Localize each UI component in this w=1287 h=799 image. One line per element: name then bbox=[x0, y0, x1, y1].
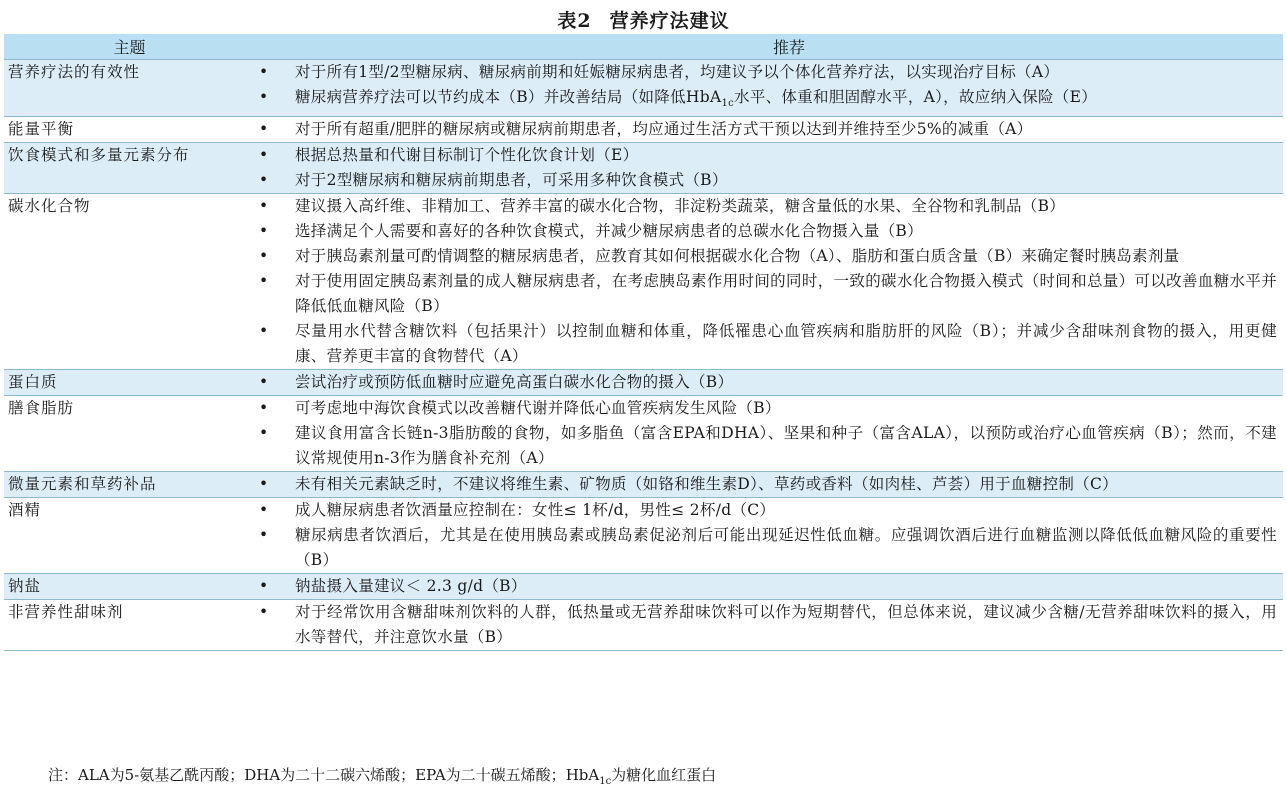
bullet-marker: • bbox=[255, 244, 295, 269]
table-row bbox=[4, 498, 1283, 524]
bullet-marker: • bbox=[255, 319, 295, 370]
header-spacer bbox=[255, 34, 295, 60]
recommendation-text: 钠盐摄入量建议＜ 2.3 g/d（B） bbox=[295, 574, 1283, 600]
table-row bbox=[4, 472, 1283, 498]
table-row bbox=[4, 60, 1283, 86]
bullet-marker: • bbox=[255, 143, 295, 169]
bullet-marker: • bbox=[255, 85, 295, 117]
table-row bbox=[4, 600, 1283, 651]
row-topic bbox=[4, 244, 255, 269]
bullet-marker: • bbox=[255, 600, 295, 651]
table-row bbox=[4, 143, 1283, 169]
table-title: 营养疗法建议 bbox=[609, 10, 730, 32]
row-topic bbox=[4, 319, 255, 370]
header-recommendation: 推荐 bbox=[295, 34, 1283, 60]
bullet-marker: • bbox=[255, 117, 295, 143]
bullet-marker: • bbox=[255, 194, 295, 220]
recommendation-text: 尝试治疗或预防低血糖时应避免高蛋白碳水化合物的摄入（B） bbox=[295, 370, 1283, 396]
recommendation-text: 未有相关元素缺乏时，不建议将维生素、矿物质（如铬和维生素D）、草药或香料（如肉桂、芦荟）用于血糖控制（C） bbox=[295, 472, 1283, 498]
recommendation-text: 选择满足个人需要和喜好的各种饮食模式，并减少糖尿病患者的总碳水化合物摄入量（B） bbox=[295, 219, 1283, 244]
row-topic: 酒精 bbox=[4, 498, 255, 524]
row-topic bbox=[4, 85, 255, 117]
row-topic: 非营养性甜味剂 bbox=[4, 600, 255, 651]
table-header-row bbox=[4, 34, 1283, 60]
row-topic bbox=[4, 219, 255, 244]
bullet-marker: • bbox=[255, 396, 295, 422]
recommendation-text: 成人糖尿病患者饮酒量应控制在：女性≤ 1杯/d，男性≤ 2杯/d（C） bbox=[295, 498, 1283, 524]
bullet-marker: • bbox=[255, 219, 295, 244]
table-row bbox=[4, 269, 1283, 319]
row-topic bbox=[4, 269, 255, 319]
table-row bbox=[4, 396, 1283, 422]
table-row bbox=[4, 244, 1283, 269]
recommendation-text: 尽量用水代替含糖饮料（包括果汁）以控制血糖和体重，降低罹患心血管疾病和脂肪肝的风险（B）；并减少含甜味剂食物的摄入，用更健康、营养更丰富的食物替代（A） bbox=[295, 319, 1283, 370]
header-topic: 主题 bbox=[4, 34, 255, 60]
table-row bbox=[4, 319, 1283, 370]
table-row bbox=[4, 574, 1283, 600]
bullet-marker: • bbox=[255, 168, 295, 194]
bullet-marker: • bbox=[255, 421, 295, 472]
bullet-marker: • bbox=[255, 60, 295, 86]
bullet-marker: • bbox=[255, 269, 295, 319]
row-topic: 营养疗法的有效性 bbox=[4, 60, 255, 86]
table-number: 表2 bbox=[557, 10, 592, 32]
table-row bbox=[4, 194, 1283, 220]
row-topic: 饮食模式和多量元素分布 bbox=[4, 143, 255, 169]
row-topic: 碳水化合物 bbox=[4, 194, 255, 220]
table-row bbox=[4, 370, 1283, 396]
table-row bbox=[4, 219, 1283, 244]
row-topic: 蛋白质 bbox=[4, 370, 255, 396]
recommendation-text: 建议摄入高纤维、非精加工、营养丰富的碳水化合物，非淀粉类蔬菜，糖含量低的水果、全谷物和乳制品（B） bbox=[295, 194, 1283, 220]
nutrition-table bbox=[4, 34, 1283, 651]
table-row bbox=[4, 523, 1283, 574]
table-footnote: 注：ALA为5-氨基乙酰丙酸；DHA为二十二碳六烯酸；EPA为二十碳五烯酸；HbA$_{1c}$为糖化血红蛋白 bbox=[48, 766, 717, 787]
bullet-marker: • bbox=[255, 472, 295, 498]
recommendation-text: 可考虑地中海饮食模式以改善糖代谢并降低心血管疾病发生风险（B） bbox=[295, 396, 1283, 422]
recommendation-text: 对于胰岛素剂量可酌情调整的糖尿病患者，应教育其如何根据碳水化合物（A）、脂肪和蛋白质含量（B）来确定餐时胰岛素剂量 bbox=[295, 244, 1283, 269]
bullet-marker: • bbox=[255, 574, 295, 600]
row-topic: 钠盐 bbox=[4, 574, 255, 600]
row-topic: 微量元素和草药补品 bbox=[4, 472, 255, 498]
row-topic: 膳食脂肪 bbox=[4, 396, 255, 422]
recommendation-text: 对于2型糖尿病和糖尿病前期患者，可采用多种饮食模式（B） bbox=[295, 168, 1283, 194]
row-topic bbox=[4, 421, 255, 472]
row-topic: 能量平衡 bbox=[4, 117, 255, 143]
table-row bbox=[4, 168, 1283, 194]
bullet-marker: • bbox=[255, 370, 295, 396]
bullet-marker: • bbox=[255, 523, 295, 574]
table-caption bbox=[0, 6, 1287, 33]
row-topic bbox=[4, 168, 255, 194]
table-row bbox=[4, 117, 1283, 143]
row-topic bbox=[4, 523, 255, 574]
table-body bbox=[4, 60, 1283, 651]
recommendation-text: 根据总热量和代谢目标制订个性化饮食计划（E） bbox=[295, 143, 1283, 169]
recommendation-text: 对于使用固定胰岛素剂量的成人糖尿病患者，在考虑胰岛素作用时间的同时，一致的碳水化合物摄入模式（时间和总量）可以改善血糖水平并降低低血糖风险（B） bbox=[295, 269, 1283, 319]
recommendation-text: 对于所有1型/2型糖尿病、糖尿病前期和妊娠糖尿病患者，均建议予以个体化营养疗法，以实现治疗目标（A） bbox=[295, 60, 1283, 86]
table-row bbox=[4, 85, 1283, 117]
table-row bbox=[4, 421, 1283, 472]
recommendation-text: 对于经常饮用含糖甜味剂饮料的人群，低热量或无营养甜味饮料可以作为短期替代，但总体来说，建议减少含糖/无营养甜味饮料的摄入，用水等替代，并注意饮水量（B） bbox=[295, 600, 1283, 651]
recommendation-text: 对于所有超重/肥胖的糖尿病或糖尿病前期患者，均应通过生活方式干预以达到并维持至少5%的减重（A） bbox=[295, 117, 1283, 143]
recommendation-text: 糖尿病患者饮酒后，尤其是在使用胰岛素或胰岛素促泌剂后可能出现延迟性低血糖。应强调饮酒后进行血糖监测以降低低血糖风险的重要性（B） bbox=[295, 523, 1283, 574]
recommendation-text: 糖尿病营养疗法可以节约成本（B）并改善结局（如降低HbA$_{1c}$水平、体重和胆固醇水平，A），故应纳入保险（E） bbox=[295, 85, 1283, 117]
recommendation-text: 建议食用富含长链n-3脂肪酸的食物，如多脂鱼（富含EPA和DHA）、坚果和种子（富含ALA），以预防或治疗心血管疾病（B）；然而，不建议常规使用n-3作为膳食补充剂（A） bbox=[295, 421, 1283, 472]
bullet-marker: • bbox=[255, 498, 295, 524]
